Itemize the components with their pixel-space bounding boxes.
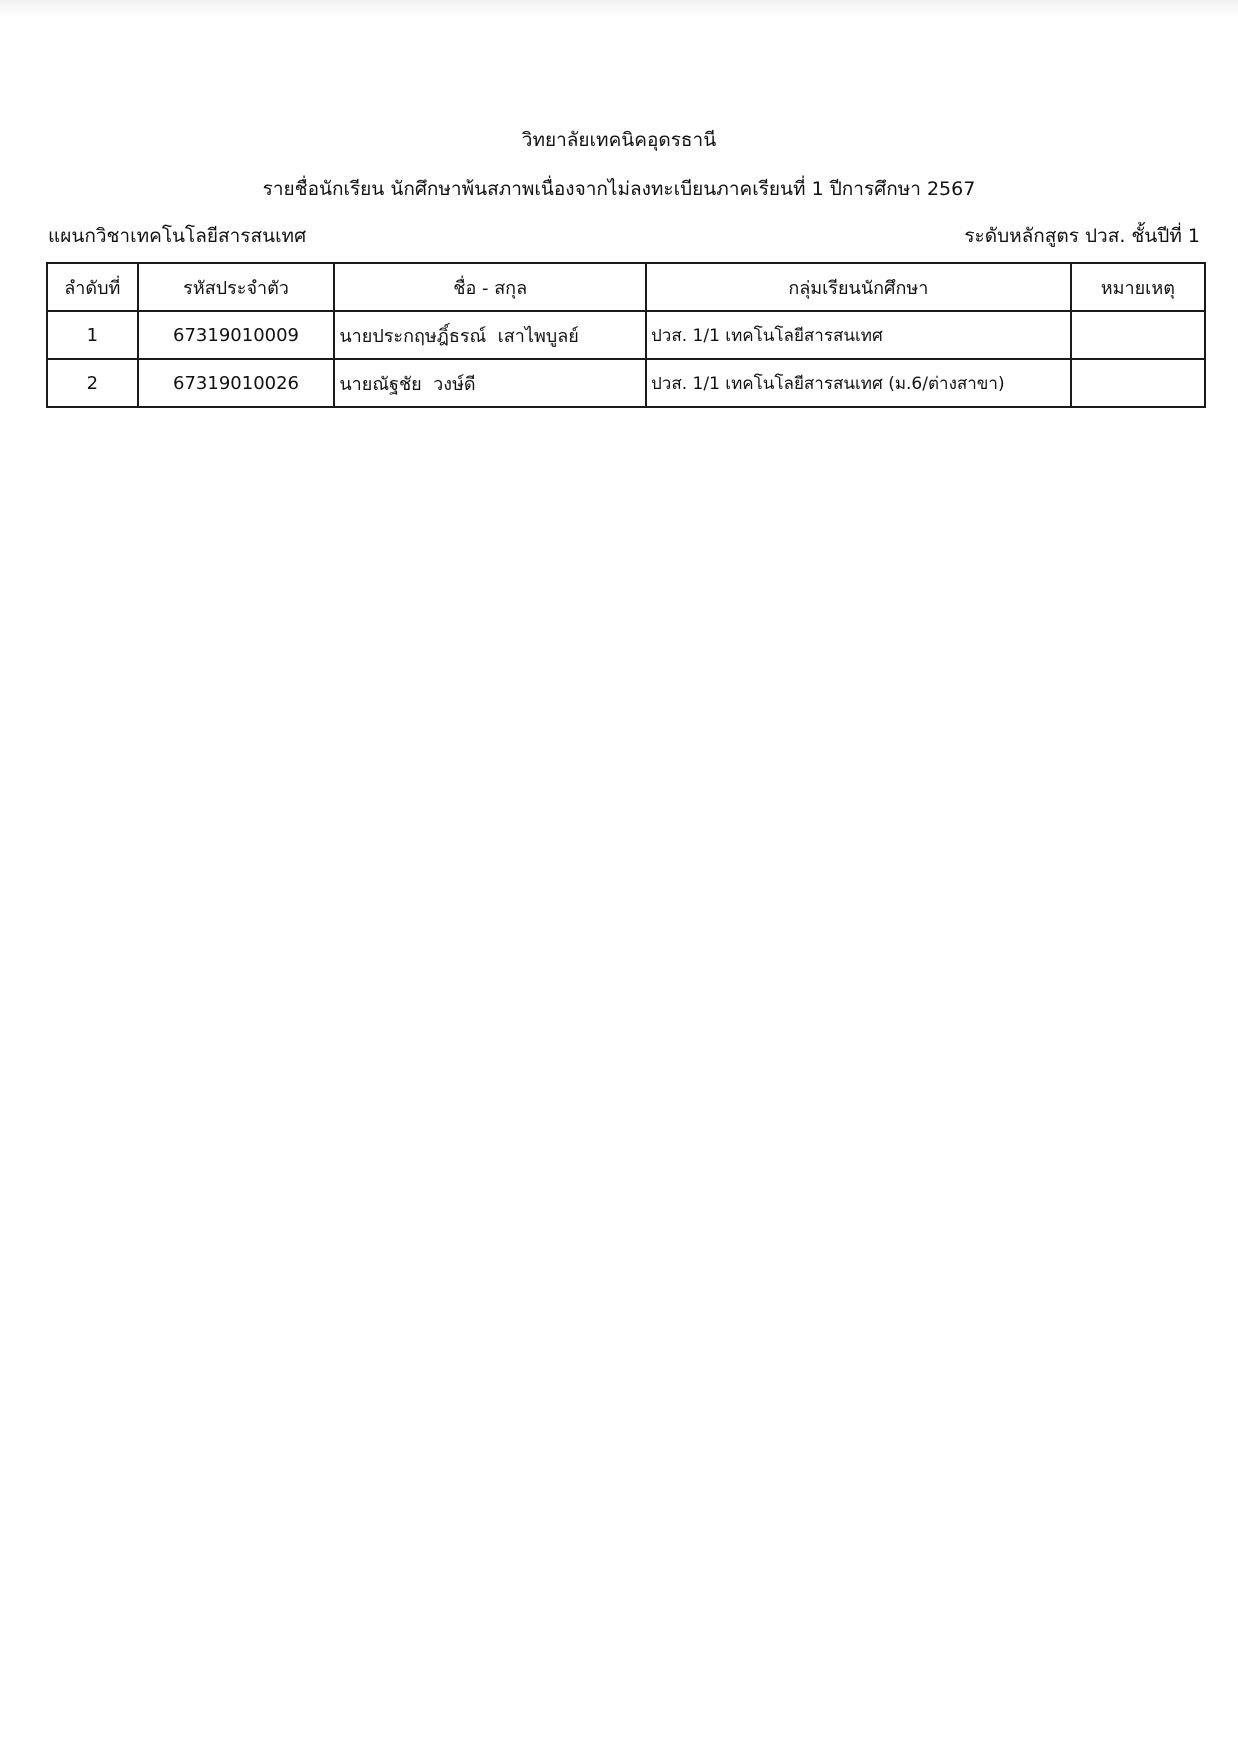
student-table — [46, 262, 1206, 408]
column-header-group: กลุ่มเรียนนักศึกษา — [646, 263, 1071, 311]
cell-name: นายประกฤษฎิ์ธรณ์ เสาไพบูลย์ — [334, 311, 646, 359]
course-level-label: ระดับหลักสูตร ปวส. ชั้นปีที่ 1 — [964, 225, 1200, 247]
cell-no: 1 — [47, 311, 138, 359]
document-subtitle: รายชื่อนักเรียน นักศึกษาพ้นสภาพเนื่องจากไม่ลงทะเบียนภาคเรียนที่ 1 ปีการศึกษา 2567 — [262, 178, 976, 200]
column-header-note: หมายเหตุ — [1071, 263, 1205, 311]
cell-group: ปวส. 1/1 เทคโนโลยีสารสนเทศ — [646, 311, 1071, 359]
column-header-name: ชื่อ - สกุล — [334, 263, 646, 311]
cell-group: ปวส. 1/1 เทคโนโลยีสารสนเทศ (ม.6/ต่างสาขา) — [646, 359, 1071, 407]
column-header-no: ลำดับที่ — [47, 263, 138, 311]
scan-shadow — [0, 0, 1238, 18]
cell-note — [1071, 359, 1205, 407]
cell-student-id: 67319010026 — [138, 359, 335, 407]
college-title: วิทยาลัยเทคนิคอุดรธานี — [521, 129, 717, 151]
cell-no: 2 — [47, 359, 138, 407]
column-header-student-id: รหัสประจำตัว — [138, 263, 335, 311]
table-header-row — [47, 263, 1205, 311]
cell-name: นายณัฐชัย วงษ์ดี — [334, 359, 646, 407]
table-row — [47, 359, 1205, 407]
table-row — [47, 311, 1205, 359]
cell-student-id: 67319010009 — [138, 311, 335, 359]
department-label: แผนกวิชาเทคโนโลยีสารสนเทศ — [48, 225, 307, 247]
cell-note — [1071, 311, 1205, 359]
